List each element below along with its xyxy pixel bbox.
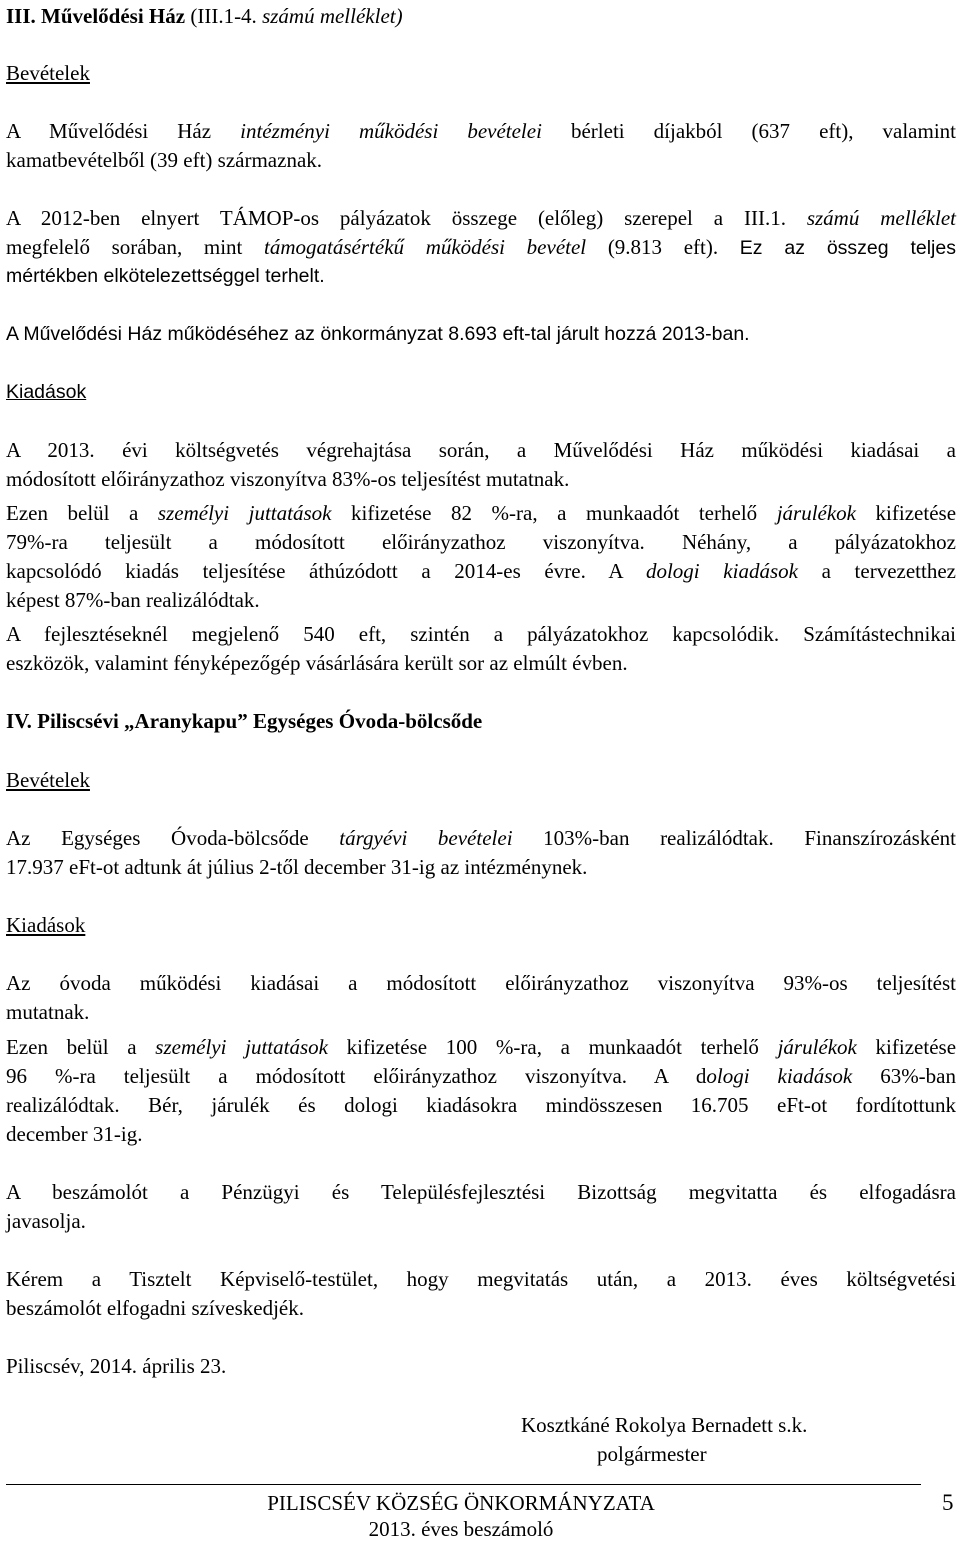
s3-personal-paragraph-line4: képest 87%-ban realizálódtak. — [6, 588, 260, 612]
s3-tamop-paragraph-line1: A 2012-ben elnyert TÁMOP-os pályázatok összege (előleg) szerepel a III.1. számú melléklet — [6, 206, 957, 230]
s4-personal-paragraph-line4: december 31-ig. — [6, 1122, 143, 1146]
s3-personal-paragraph-line3: kapcsolódó kiadás teljesítése áthúzódott a 2014-es évre. A dologi kiadások a tervezetthez — [6, 559, 956, 583]
s3-revenue-paragraph-line2: kamatbevételből (39 eft) származnak. — [6, 148, 323, 172]
s3-tamop-paragraph-line2: megfelelő sorában, mint támogatásértékű működési bevétel (9.813 eft). Ez az összeg teljes — [6, 235, 956, 259]
s3-expenses-paragraph-line2: módosított előirányzathoz viszonyítva 83%-os teljesítést mutatnak. — [6, 467, 570, 491]
s3-personal-paragraph-line1: Ezen belül a személyi juttatások kifizetése 82 %-ra, a munkaadót terhelő járulékok kifizetése — [6, 501, 957, 525]
request-paragraph-line1: Kérem a Tisztelt Képviselő-testület, hogy megvitatás után, a 2013. éves költségvetési — [6, 1267, 956, 1291]
s3-development-paragraph-line2: eszközök, valamint fényképezőgép vásárlására került sor az elmúlt évben. — [6, 651, 628, 675]
s4-personal-paragraph-line2: 96 %-ra teljesült a módosított előirányzathoz viszonyítva. A dologi kiadások 63%-ban — [6, 1064, 956, 1088]
s3-development-paragraph-line1: A fejlesztéseknél megjelenő 540 eft, szintén a pályázatokhoz kapcsolódik. Számítástechnikai — [6, 622, 956, 646]
s3-tamop-paragraph-line3: mértékben elkötelezettséggel terhelt. — [6, 265, 325, 287]
s3-municipal-contribution: A Művelődési Ház működéséhez az önkormányzat 8.693 eft-tal járult hozzá 2013-ban. — [6, 323, 750, 345]
footer-document-title: 2013. éves beszámoló — [368, 1517, 554, 1541]
s4-revenue-paragraph-line1: Az Egységes Óvoda-bölcsőde tárgyévi bevételei 103%-ban realizálódtak. Finanszírozásként — [6, 826, 956, 850]
s4-personal-paragraph-line3: realizálódtak. Bér, járulék és dologi kiadásokra mindösszesen 16.705 eFt-ot fordítottunk — [6, 1093, 956, 1117]
s4-personal-paragraph-line1: Ezen belül a személyi juttatások kifizetése 100 %-ra, a munkaadót terhelő járulékok kifizetése — [6, 1035, 957, 1059]
s3-personal-paragraph-line2: 79%-ra teljesült a módosított előirányzathoz viszonyítva. Néhány, a pályázatokhoz — [6, 530, 956, 554]
s3-revenue-paragraph-line1: A Művelődési Ház intézményi működési bevételei bérleti díjakból (637 eft), valamint — [6, 119, 956, 143]
s3-expenses-paragraph-line1: A 2013. évi költségvetés végrehajtása során, a Művelődési Ház működési kiadásai a — [6, 438, 956, 462]
footer-organization: PILISCSÉV KÖZSÉG ÖNKORMÁNYZATA — [267, 1491, 655, 1515]
section-iii-bevetelek-heading: Bevételek — [6, 61, 90, 85]
section-iv-kiadasok-heading: Kiadások — [6, 913, 86, 937]
page-number: 5 — [942, 1490, 954, 1515]
s4-expenses-paragraph-line1: Az óvoda működési kiadásai a módosított előirányzathoz viszonyítva 93%-os teljesítést — [6, 971, 956, 995]
s4-revenue-paragraph-line2: 17.937 eFt-ot adtunk át július 2-től december 31-ig az intézménynek. — [6, 855, 588, 879]
section-iv-bevetelek-heading: Bevételek — [6, 768, 90, 792]
section-iv-heading: IV. Piliscsévi „Aranykapu” Egységes Óvoda-bölcsőde — [6, 709, 483, 733]
committee-paragraph-line2: javasolja. — [6, 1209, 86, 1233]
committee-paragraph-line1: A beszámolót a Pénzügyi és Településfejlesztési Bizottság megvitatta és elfogadásra — [6, 1180, 956, 1204]
signer-role: polgármester — [597, 1442, 707, 1466]
footer-divider — [6, 1484, 921, 1485]
section-iii-kiadasok-heading: Kiadások — [6, 381, 87, 403]
place-date: Piliscsév, 2014. április 23. — [6, 1354, 227, 1378]
signer-name: Kosztkáné Rokolya Bernadett s.k. — [521, 1413, 808, 1437]
request-paragraph-line2: beszámolót elfogadni szíveskedjék. — [6, 1296, 304, 1320]
section-iii-heading: III. Művelődési Ház (III.1-4. számú melléklet) — [6, 4, 403, 28]
s4-expenses-paragraph-line2: mutatnak. — [6, 1000, 90, 1024]
